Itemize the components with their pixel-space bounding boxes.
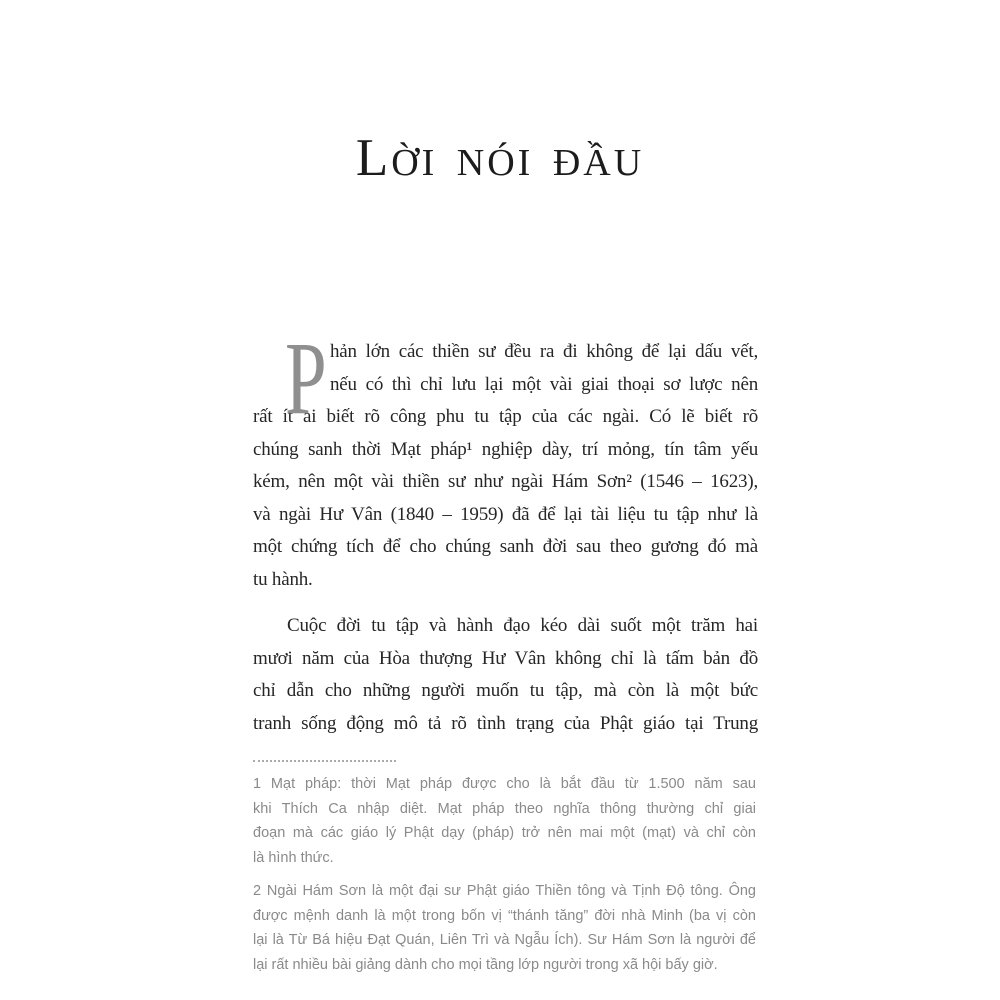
text-line: 1 Mạt pháp: thời Mạt pháp được cho là bắt đầu từ 1.500 năm sau [253,776,756,792]
text-line: một chứng tích để cho chúng sanh đời sau theo gương đó mà [253,536,758,557]
footnote-separator [253,760,396,762]
text-line: kém, nên một vài thiền sư như ngài Hám Sơn² (1546 – 1623), [253,471,758,492]
paragraph-1 [253,321,758,596]
text-line: chúng sanh thời Mạt pháp¹ nghiệp dày, trí mỏng, tín tâm yếu [253,438,758,460]
text-line: và ngài Hư Vân (1840 – 1959) đã để lại tài liệu tu tập như là [253,503,758,525]
text-line: 2 Ngài Hám Sơn là một đại sư Phật giáo Thiền tông và Tịnh Độ tông. Ông [253,883,756,899]
text-line: lại rất nhiều bài giảng dành cho mọi tầng lớp người trong xã hội bấy giờ. [253,956,718,973]
text-line: lại là Từ Bá hiệu Đạt Quán, Liên Trì và Ngẫu Ích). Sư Hám Sơn là người để [253,932,756,948]
paragraph-2 [253,610,758,740]
text-line: rất ít ai biết rõ công phu tu tập của các ngài. Có lẽ biết rõ [253,406,758,427]
paragraph-1-lines [253,321,758,596]
footnote-2 [253,879,756,977]
text-line: là hình thức. [253,849,334,866]
text-line: mươi năm của Hòa thượng Hư Vân không chỉ là tấm bản đồ [253,647,758,669]
text-line: hản lớn các thiền sư đều ra đi không để lại dấu vết, [330,341,758,362]
text-line: chỉ dẫn cho những người muốn tu tập, mà còn là một bức [253,680,758,701]
body-text [253,321,758,740]
footnote-2-lines [253,879,756,977]
text-line: nếu có thì chỉ lưu lại một vài giai thoại sơ lược nên [330,373,758,395]
text-line: Cuộc đời tu tập và hành đạo kéo dài suốt một trăm hai [287,615,758,636]
footnote-1 [253,772,756,870]
footnote-1-lines [253,772,756,870]
footnotes [253,760,756,977]
text-line: khi Thích Ca nhập diệt. Mạt pháp theo nghĩa thông thường chỉ giai [253,800,756,817]
text-line: đoạn mà các giáo lý Phật dạy (pháp) trở nên mai một (mạt) và chỉ còn [253,825,756,841]
drop-cap: P [285,321,327,436]
paragraph-2-lines [253,610,758,740]
text-line: được mệnh danh là một trong bốn vị “thánh tăng” đời nhà Minh (ba vị còn [253,907,756,924]
text-line: tu hành. [253,568,313,590]
text-line: tranh sống động mô tả rõ tình trạng của Phật giáo tại Trung [253,712,758,734]
page-title: LỜI NÓI ĐẦU [355,129,645,187]
